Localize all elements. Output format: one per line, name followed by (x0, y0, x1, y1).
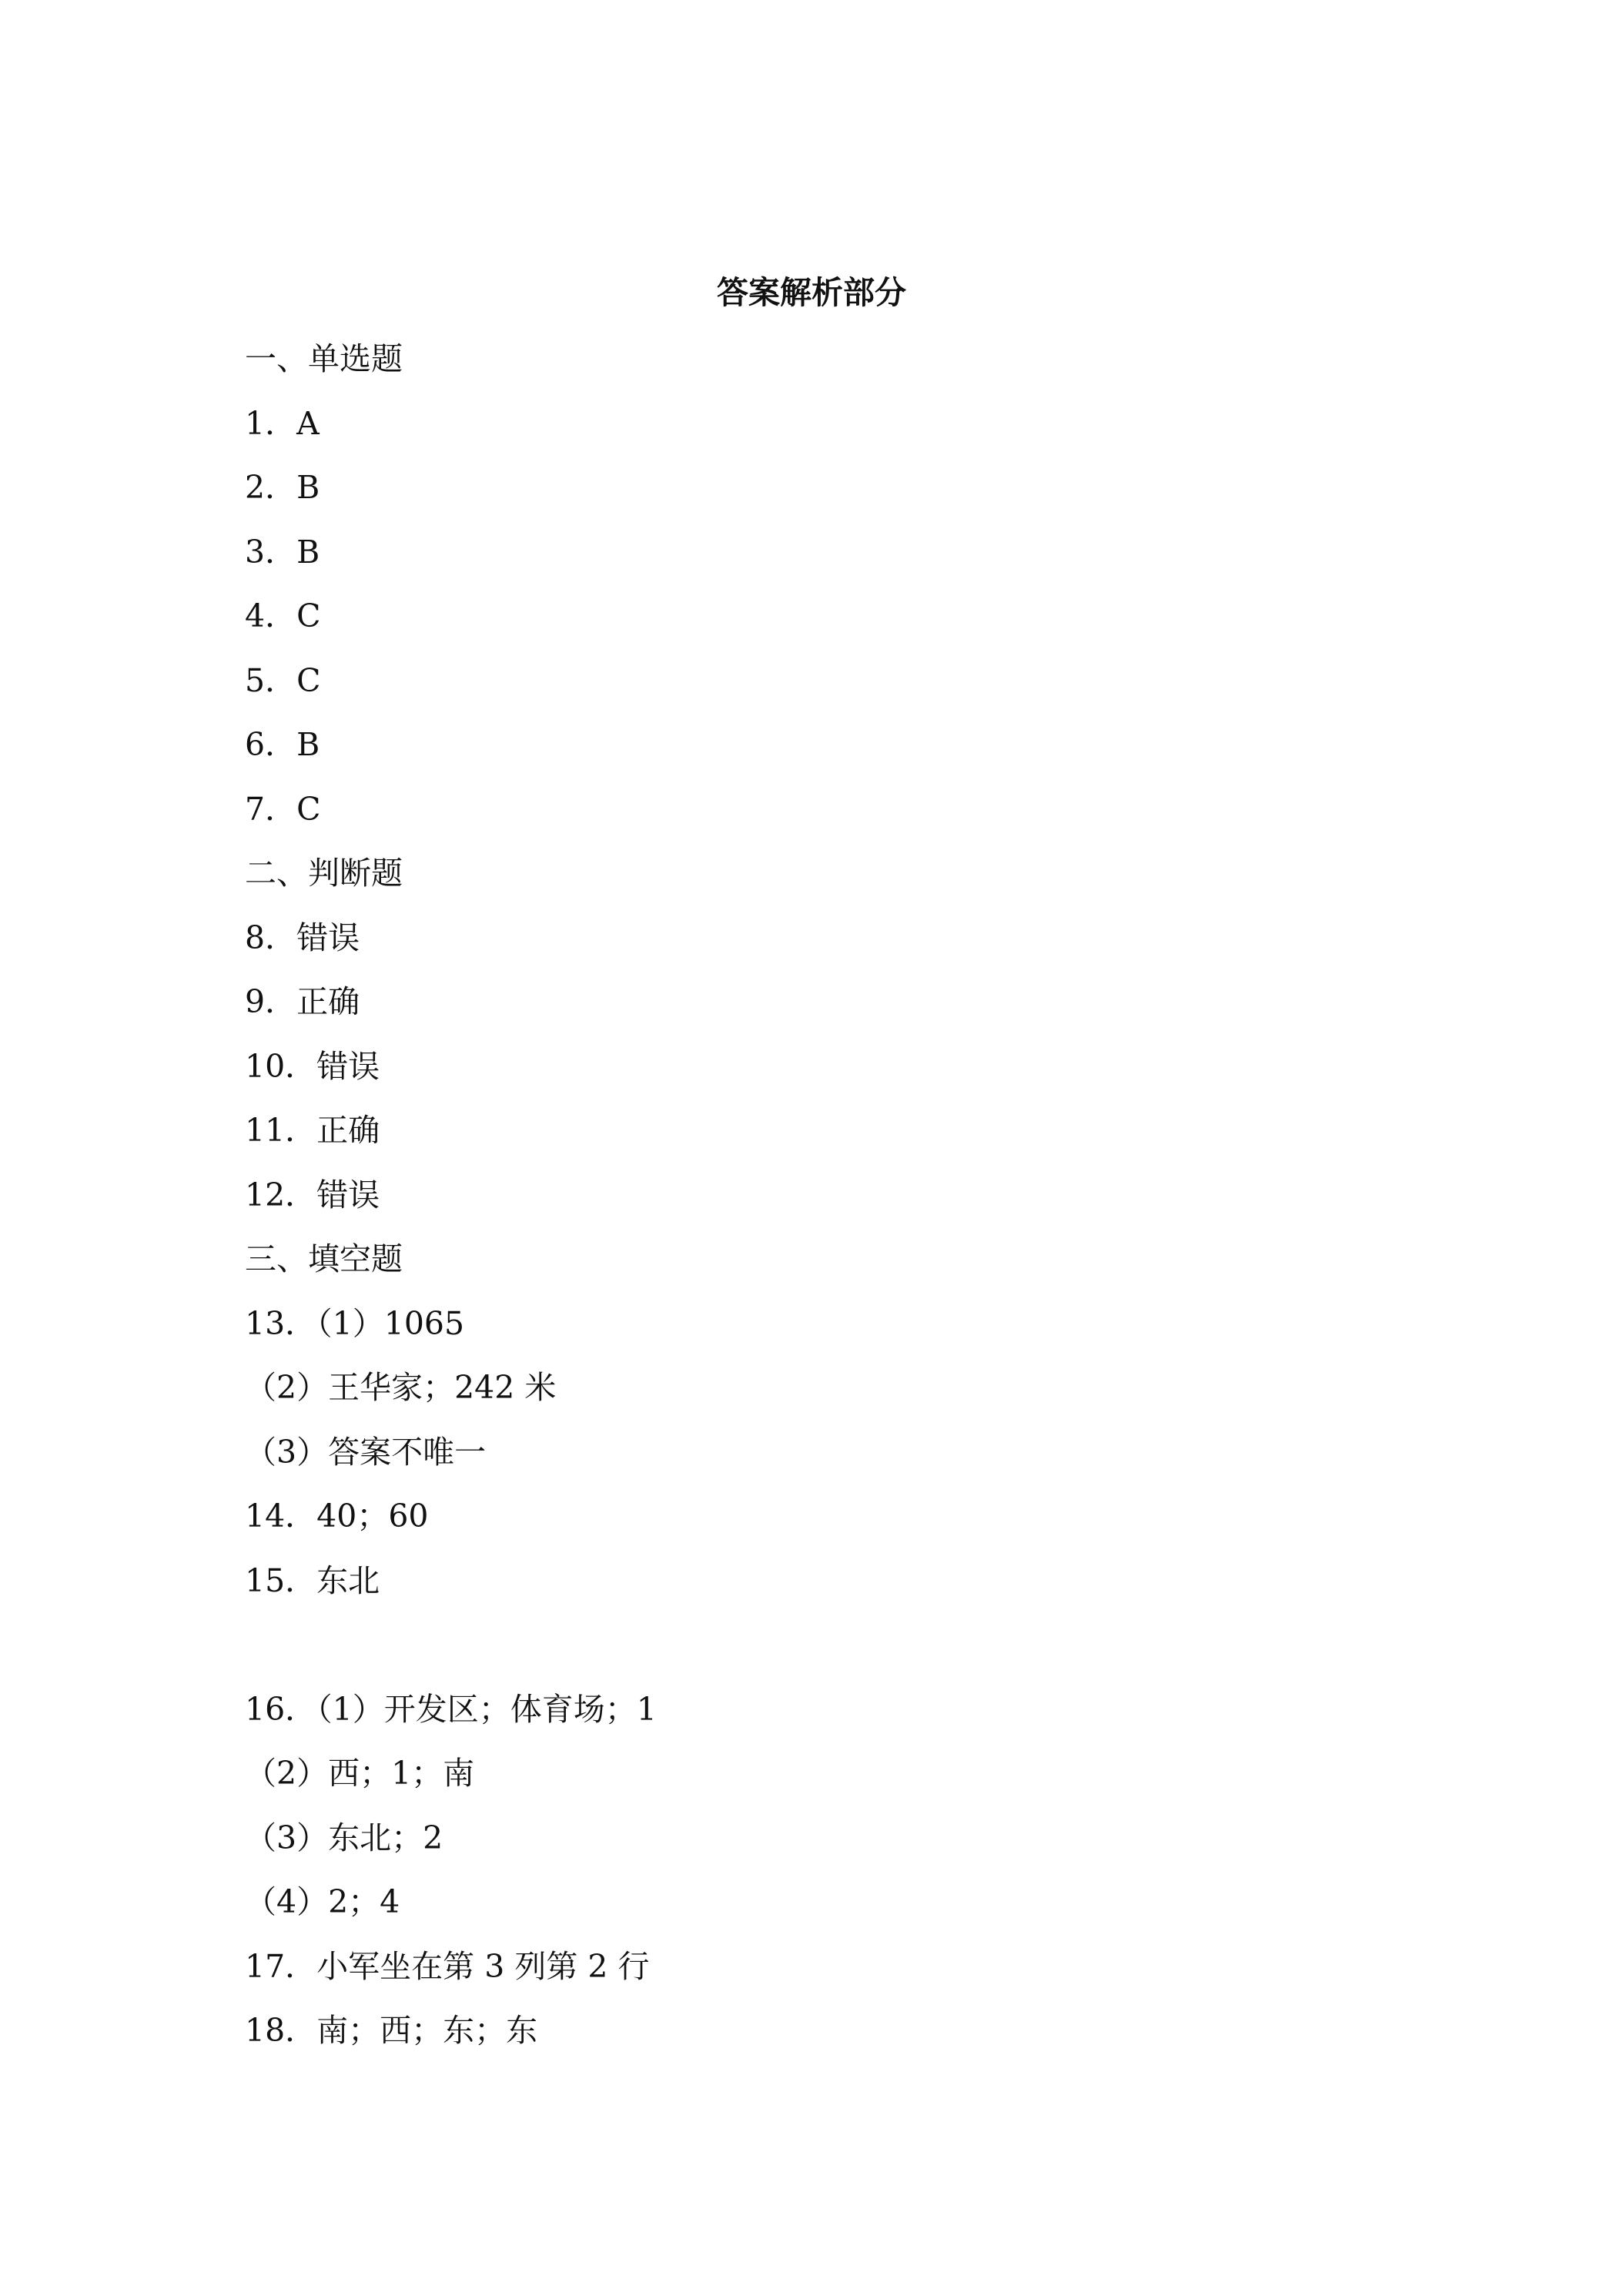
answer-item: 11．正确 (245, 1112, 380, 1149)
answer-item: 2．B (245, 469, 320, 506)
answer-item: 4．C (245, 597, 321, 634)
answer-item: 18．南；西；东；东 (245, 2012, 538, 2049)
answer-list (245, 336, 1400, 2072)
answer-item: 8．错误 (245, 919, 360, 956)
answer-item: 1．A (245, 404, 320, 442)
answer-item: 6．B (245, 726, 320, 763)
answer-subitem: （2）西；1；南 (245, 1755, 475, 1792)
answer-item: 7．C (245, 790, 321, 828)
answer-item: 14．40；60 (245, 1498, 429, 1535)
section-heading-single-choice: 一、单选题 (245, 340, 403, 377)
answer-item: 15．东北 (245, 1561, 380, 1599)
answer-subitem: （4）2；4 (245, 1883, 400, 1920)
answer-item: 13．（1）1065 (245, 1304, 465, 1342)
answer-subitem: （3）答案不唯一 (245, 1433, 487, 1471)
answer-item: 12．错误 (245, 1176, 380, 1213)
answer-subitem: （2）王华家；242 米 (245, 1369, 557, 1406)
blank-line (245, 1622, 1400, 1686)
answer-item: 9．正确 (245, 983, 360, 1020)
section-heading-true-false: 二、判断题 (245, 855, 403, 892)
answer-subitem: （3）东北；2 (245, 1819, 443, 1856)
answer-item: 10．错误 (245, 1047, 380, 1085)
answer-item: 3．B (245, 533, 320, 571)
page-title: 答案解析部分 (717, 274, 906, 311)
section-heading-fill-blank: 三、填空题 (245, 1240, 403, 1277)
answer-item: 16．（1）开发区；体育场；1 (245, 1690, 657, 1728)
answer-item: 17．小军坐在第 3 列第 2 行 (245, 1947, 650, 1985)
answer-item: 5．C (245, 661, 321, 699)
